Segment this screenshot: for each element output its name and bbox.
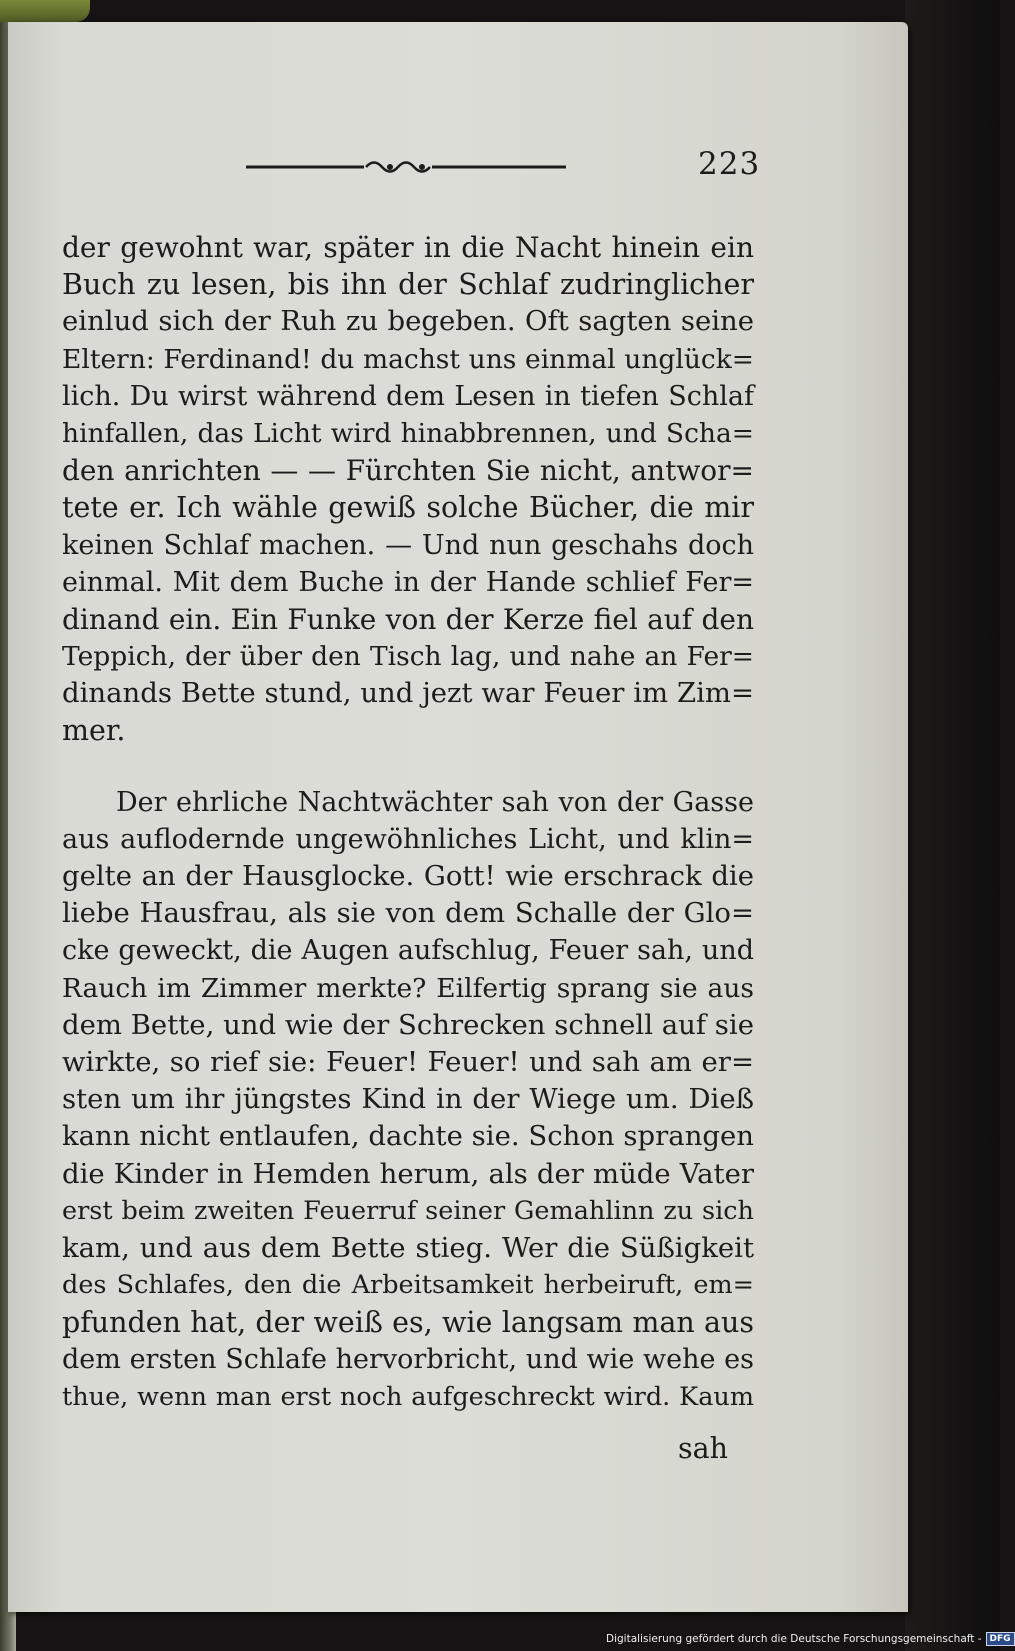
text-line: hinfallen, das Licht wird hinabbrennen, und Scha=: [62, 417, 754, 449]
text-line: lich. Du wirst während dem Lesen in tiefen Schlaf: [62, 380, 754, 412]
text-line: kann nicht entlaufen, dachte sie. Schon sprangen: [62, 1120, 754, 1153]
text-line: dinands Bette stund, und jezt war Feuer im Zim=: [62, 677, 754, 710]
text-line: gelte an der Hausglocke. Gott! wie erschrack die: [62, 860, 754, 892]
text-line: kam, und aus dem Bette stieg. Wer die Süßigkeit: [62, 1231, 754, 1264]
text-line: Buch zu lesen, bis ihn der Schlaf zudringlicher: [62, 268, 754, 302]
text-line: die Kinder in Hemden herum, als der müde Vater: [62, 1157, 754, 1190]
text-line: pfunden hat, der weiß es, wie langsam man aus: [62, 1306, 754, 1340]
text-line: der gewohnt war, später in die Nacht hinein ein: [62, 231, 754, 264]
scan-background: [905, 0, 1000, 1651]
text-line: wirkte, so rief sie: Feuer! Feuer! und sah am er=: [62, 1045, 754, 1078]
text-line: einlud sich der Ruh zu begeben. Oft sagten seine: [62, 305, 754, 338]
text-line: tete er. Ich wähle gewiß solche Bücher, die mir: [62, 491, 754, 525]
text-line: cke geweckt, die Augen aufschlug, Feuer sah, und: [62, 935, 754, 967]
dfg-logo: DFG: [986, 1632, 1015, 1646]
text-line: aus auflodernde ungewöhnliches Licht, und klin=: [62, 823, 754, 855]
text-line: sten um ihr jüngstes Kind in der Wiege um. Dieß: [62, 1083, 754, 1116]
catchword: sah: [678, 1432, 728, 1465]
bookmark-ribbon: [0, 0, 90, 22]
text-line: dinand ein. Ein Funke von der Kerze fiel auf den: [62, 602, 754, 636]
book-page: [8, 22, 908, 1612]
text-line: thue, wenn man erst noch aufgeschreckt wird. Kaum: [62, 1381, 754, 1412]
page-number: 223: [698, 146, 761, 182]
text-line: Teppich, der über den Tisch lag, und nahe an Fer=: [62, 641, 754, 673]
header-ornament: [246, 156, 566, 178]
text-line: des Schlafes, den die Arbeitsamkeit herbeiruft, em=: [62, 1270, 754, 1301]
paragraph-break: [62, 750, 754, 784]
footer-credit: Digitalisierung gefördert durch die Deutsche Forschungsgemeinschaft -: [606, 1633, 982, 1645]
text-line: Eltern: Ferdinand! du machst uns einmal unglück=: [62, 343, 754, 375]
text-line: Der ehrliche Nachtwächter sah von der Gasse: [116, 786, 754, 818]
text-line: keinen Schlaf machen. — Und nun geschahs doch: [62, 529, 754, 561]
page-header: [8, 142, 908, 192]
text-line: den anrichten — — Fürchten Sie nicht, antwor=: [62, 454, 754, 488]
text-line: mer.: [62, 714, 126, 748]
text-line: erst beim zweiten Feuerruf seiner Gemahlinn zu sich: [62, 1195, 754, 1226]
text-line: einmal. Mit dem Buche in der Hande schlief Fer=: [62, 566, 754, 598]
text-line: dem Bette, und wie der Schrecken schnell auf sie: [62, 1008, 754, 1041]
text-line: Rauch im Zimmer merkte? Eilfertig sprang sie aus: [62, 972, 754, 1004]
text-line: dem ersten Schlafe hervorbricht, und wie wehe es: [62, 1344, 754, 1376]
digitization-footer: [606, 1629, 1015, 1649]
text-line: liebe Hausfrau, als sie von dem Schalle der Glo=: [62, 897, 754, 930]
body-text: [62, 229, 754, 1416]
